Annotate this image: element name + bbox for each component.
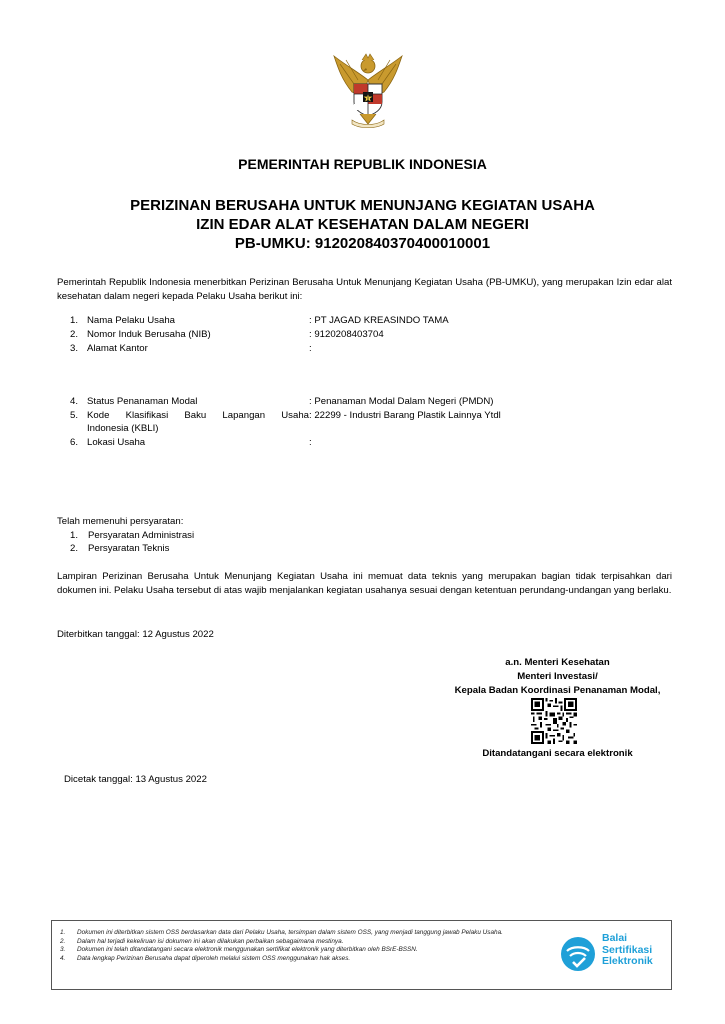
note-text: Dokumen ini telah ditandatangani secara elektronik menggunakan sertifikat elektronik yang diterbitkan oleh BSrE-BSSN. bbox=[77, 946, 418, 954]
item-value: : Penanaman Modal Dalam Negeri (PMDN) bbox=[309, 396, 494, 407]
item-value: : bbox=[309, 437, 312, 448]
requirements-heading: Telah memenuhi persyaratan: bbox=[57, 516, 184, 527]
item-value: : 22299 - Industri Barang Plastik Lainnya Ytdl bbox=[309, 410, 501, 421]
bsre-wordmark bbox=[602, 933, 653, 968]
item-label: Kode Klasifikasi Baku Lapangan Usaha bbox=[87, 410, 309, 421]
footer-notes-box bbox=[51, 920, 672, 990]
signatory-line-2: Menteri Investasi/ bbox=[517, 671, 598, 682]
item-label-continuation: Indonesia (KBLI) bbox=[87, 423, 159, 434]
item-label: Lokasi Usaha bbox=[87, 437, 146, 448]
requirement-label: Persyaratan Administrasi bbox=[88, 530, 195, 541]
footer-note bbox=[60, 946, 550, 955]
title-line-3: PB-UMKU: 912020840370400010001 bbox=[234, 235, 491, 252]
note-number: 3. bbox=[60, 946, 66, 954]
item-number: 6. bbox=[70, 437, 79, 448]
note-text: Dalam hal terjadi kekeliruan isi dokumen ini akan dilakukan perbaikan sebagaimana mestinya. bbox=[77, 937, 344, 945]
footer-note bbox=[60, 938, 550, 947]
issued-date: Diterbitkan tanggal: 12 Agustus 2022 bbox=[57, 629, 214, 640]
document-title bbox=[0, 196, 725, 253]
title-line-1: PERIZINAN BERUSAHA UNTUK MENUNJANG KEGIATAN USAHA bbox=[130, 197, 595, 214]
requirement-number: 1. bbox=[70, 530, 79, 541]
item-value: : PT JAGAD KREASINDO TAMA bbox=[309, 315, 449, 326]
bsre-line: Balai bbox=[602, 932, 628, 944]
item-value: : bbox=[309, 343, 312, 354]
item-label: Nomor Induk Berusaha (NIB) bbox=[87, 329, 211, 340]
note-number: 2. bbox=[60, 937, 66, 945]
government-heading: PEMERINTAH REPUBLIK INDONESIA bbox=[238, 156, 487, 172]
item-label: Alamat Kantor bbox=[87, 343, 148, 354]
requirement-item bbox=[70, 530, 194, 541]
signatory-line-1: a.n. Menteri Kesehatan bbox=[505, 657, 610, 668]
note-text: Dokumen ini diterbitkan sistem OSS berdasarkan data dari Pelaku Usaha, tersimpan dalam sistem OSS, yang menjadi tanggung jawab Pelaku Usaha. bbox=[77, 929, 503, 936]
requirement-label: Persyaratan Teknis bbox=[88, 543, 170, 554]
requirement-item bbox=[70, 543, 169, 554]
item-number: 3. bbox=[70, 343, 79, 354]
electronic-signature-note: Ditandatangani secara elektronik bbox=[482, 748, 633, 759]
requirement-number: 2. bbox=[70, 543, 79, 554]
title-line-2: IZIN EDAR ALAT KESEHATAN DALAM NEGERI bbox=[196, 216, 529, 233]
item-value: : 9120208403704 bbox=[309, 329, 384, 340]
footer-note bbox=[60, 955, 550, 964]
qr-code bbox=[531, 698, 577, 744]
item-label: Nama Pelaku Usaha bbox=[87, 315, 175, 326]
note-number: 1. bbox=[60, 929, 66, 936]
bsre-logo bbox=[558, 930, 668, 982]
item-number: 2. bbox=[70, 329, 79, 340]
intro-paragraph: Pemerintah Republik Indonesia menerbitkan Perizinan Berusaha Untuk Menunjang Kegiatan Usaha (PB-UMKU), yang merupakan Izin edar alat kesehatan dalam negeri kepada Pelaku Usaha berikut ini: bbox=[57, 277, 672, 302]
signatory-line-3: Kepala Badan Koordinasi Penanaman Modal, bbox=[454, 685, 661, 696]
garuda-emblem-icon bbox=[330, 50, 406, 130]
item-number: 4. bbox=[70, 396, 79, 407]
bsre-line: Sertifikasi bbox=[602, 943, 653, 956]
item-number: 1. bbox=[70, 315, 79, 326]
printed-date: Dicetak tanggal: 13 Agustus 2022 bbox=[64, 774, 207, 785]
note-text: Data lengkap Perizinan Berusaha dapat diperoleh melalui sistem OSS menggunakan hak akses. bbox=[77, 954, 351, 962]
item-number: 5. bbox=[70, 410, 79, 421]
attachment-paragraph: Lampiran Perizinan Berusaha Untuk Menunjang Kegiatan Usaha ini memuat data teknis yang merupakan bagian tidak terpisahkan dari dokumen ini. Pelaku Usaha tersebut di atas wajib menjalankan kegiatan usahanya sesuai dengan ketentuan perundang-undangan yang berlaku. bbox=[57, 571, 672, 596]
footer-note bbox=[60, 929, 550, 938]
note-number: 4. bbox=[60, 954, 66, 962]
bsre-line: Elektronik bbox=[602, 955, 653, 967]
item-label: Status Penanaman Modal bbox=[87, 396, 198, 407]
bsre-shield-icon bbox=[558, 934, 598, 974]
footer-notes bbox=[60, 929, 550, 963]
